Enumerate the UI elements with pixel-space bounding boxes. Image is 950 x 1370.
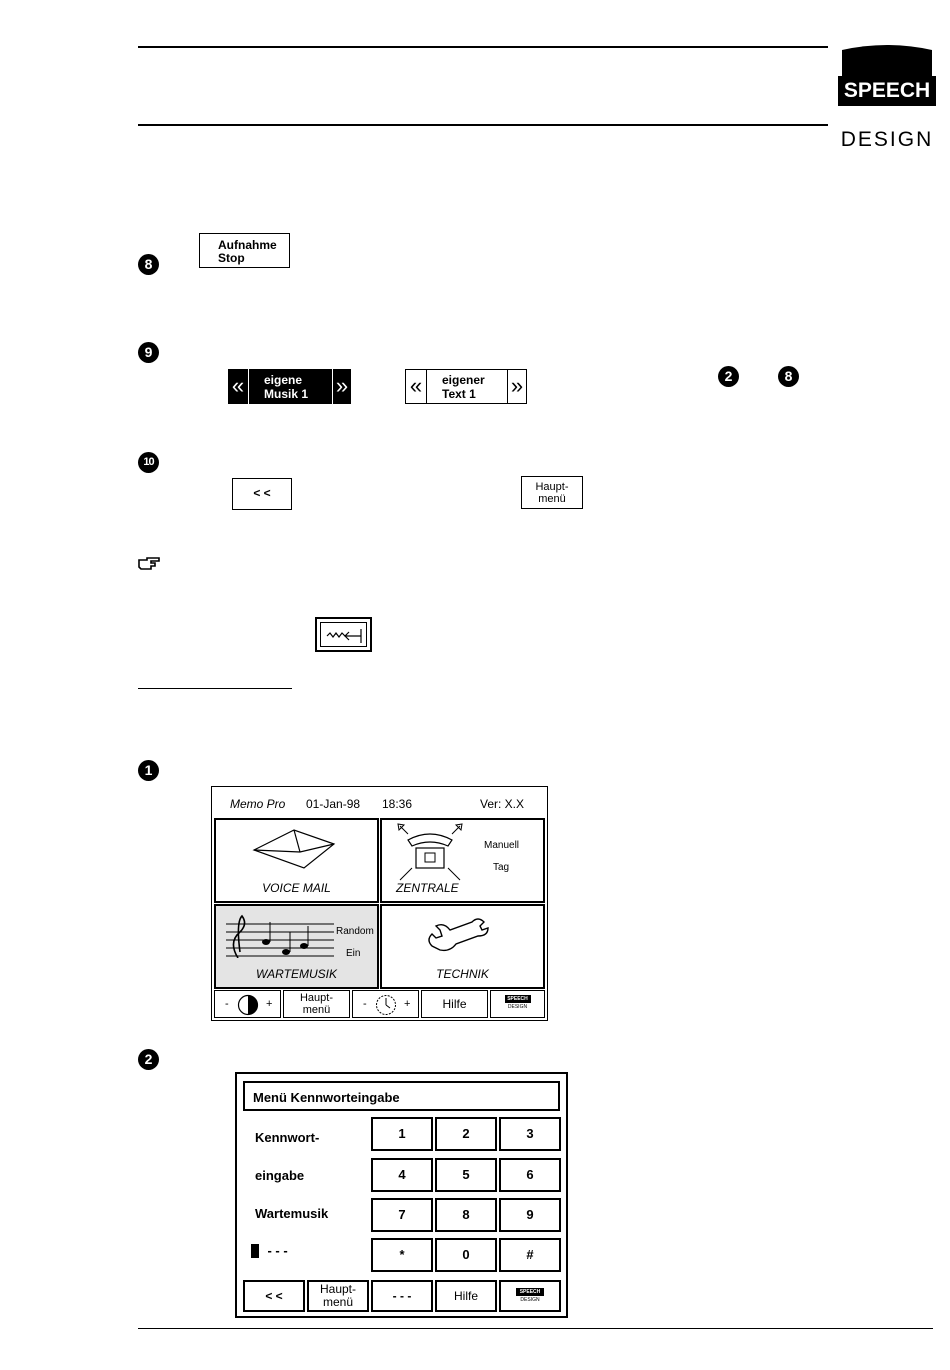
key-9[interactable]: 9 [499,1198,561,1232]
return-arrow-icon [321,623,368,647]
speech-design-logo-button[interactable] [490,990,545,1018]
step-8-marker: 8 [138,254,159,275]
header-rule-bottom [138,124,828,126]
zentrale-mode-manuell: Manuell [484,840,520,851]
telephone-icon [396,822,466,884]
main-menu-screen [211,786,548,1021]
contrast-plus[interactable]: + [266,998,273,1010]
voice-mail-tile[interactable] [214,818,379,903]
key-4[interactable]: 4 [371,1158,433,1192]
key-6[interactable]: 6 [499,1158,561,1192]
logo-mini-design: DESIGN [520,1297,540,1303]
speech-design-logo [838,44,936,154]
contrast-minus[interactable]: - [225,998,229,1010]
step-9-marker: 9 [138,342,159,363]
status-bar [212,787,547,817]
aufnahme-label: Aufnahme [218,238,277,252]
password-entry-screen [235,1072,568,1318]
logo-design-text: DESIGN [840,128,934,151]
wartemusik-label: WARTEMUSIK [256,967,337,981]
musik-line2: Musik 1 [264,387,309,401]
next-double-chevron-icon[interactable]: » [332,369,351,404]
eigener-text-selector[interactable] [405,369,527,404]
clock-minus[interactable]: - [363,998,367,1010]
aufnahme-stop-button[interactable] [199,233,290,268]
eingabe-label: eingabe [255,1168,305,1183]
zentrale-label: ZENTRALE [396,881,459,895]
date-display: 01-Jan-98 [306,797,361,811]
clock-control[interactable] [352,990,419,1018]
header-rule-top [138,46,828,48]
contrast-icon [237,994,259,1016]
password-title: Menü Kennworteingabe [253,1090,400,1105]
ref-step-8-marker: 8 [778,366,799,387]
password-entry-field[interactable] [251,1242,288,1258]
hauptmenu-button[interactable] [283,990,350,1018]
hilfe-button[interactable]: Hilfe [435,1280,497,1312]
technik-label: TECHNIK [436,967,489,981]
zentrale-tile[interactable] [380,818,545,903]
key-2[interactable]: 2 [435,1117,497,1151]
menu-label: menü [302,1004,331,1016]
wrench-icon [422,914,492,954]
text-line2: Text 1 [442,387,476,401]
step-2-marker: 2 [138,1049,159,1070]
logo-speech-text: SPEECH [838,76,936,106]
clock-plus[interactable]: + [404,998,411,1010]
hilfe-button[interactable]: Hilfe [421,990,488,1018]
wm-mode-ein: Ein [346,948,361,959]
key-0[interactable]: 0 [435,1238,497,1272]
app-name: Memo Pro [230,797,286,811]
menu-label: menü [538,493,566,505]
version-display: Ver: X.X [480,797,525,811]
time-display: 18:36 [382,797,413,811]
footer-rule [138,1328,933,1329]
step-10-marker: 10 [138,452,159,473]
ref-step-2-marker: 2 [718,366,739,387]
clear-button[interactable]: - - - [371,1280,433,1312]
zentrale-mode-tag: Tag [493,862,510,873]
stop-label: Stop [218,251,245,265]
kennwort-label: Kennwort- [255,1130,320,1145]
wm-mode-random: Random [336,926,374,937]
text-cursor [251,1244,259,1258]
key-3[interactable]: 3 [499,1117,561,1151]
prev-double-chevron-icon[interactable]: « [406,370,427,403]
key-8[interactable]: 8 [435,1198,497,1232]
eigene-musik-selector[interactable] [228,369,351,404]
step-1-marker: 1 [138,760,159,781]
pointing-hand-icon [137,556,161,572]
music-notes-icon [226,912,336,958]
section-underline [138,688,292,689]
password-entry-text: - - - [267,1243,288,1259]
voice-mail-label: VOICE MAIL [262,881,331,895]
technik-tile[interactable] [380,904,545,989]
musik-line1: eigene [264,373,303,387]
key-7[interactable]: 7 [371,1198,433,1232]
speech-design-logo-button[interactable] [499,1280,561,1312]
envelope-icon [250,824,340,872]
next-double-chevron-icon[interactable]: » [507,370,526,403]
password-title-bar [243,1081,560,1111]
logo-mini-speech: SPEECH [516,1288,544,1296]
haupt-label: Haupt- [319,1282,357,1296]
menu-label: menü [322,1295,354,1309]
clock-icon [375,994,397,1016]
key-star[interactable]: * [371,1238,433,1272]
hauptmenu-button[interactable] [307,1280,369,1312]
wartemusik-tile[interactable] [214,904,379,989]
logo-mini-design: DESIGN [507,1004,528,1010]
key-1[interactable]: 1 [371,1117,433,1151]
haupt-label: Haupt- [299,992,334,1004]
prev-double-chevron-icon[interactable]: « [228,369,249,404]
haupt-label: Haupt- [535,481,569,493]
hauptmenu-button[interactable] [521,476,583,509]
key-hash[interactable]: # [499,1238,561,1272]
key-5[interactable]: 5 [435,1158,497,1192]
return-key-button[interactable] [315,617,372,652]
back-button[interactable]: < < [232,478,292,510]
text-line1: eigener [442,373,485,387]
contrast-control[interactable] [214,990,281,1018]
wartemusik-label: Wartemusik [255,1206,329,1221]
back-button[interactable]: < < [243,1280,305,1312]
logo-mini-speech: SPEECH [505,995,531,1003]
